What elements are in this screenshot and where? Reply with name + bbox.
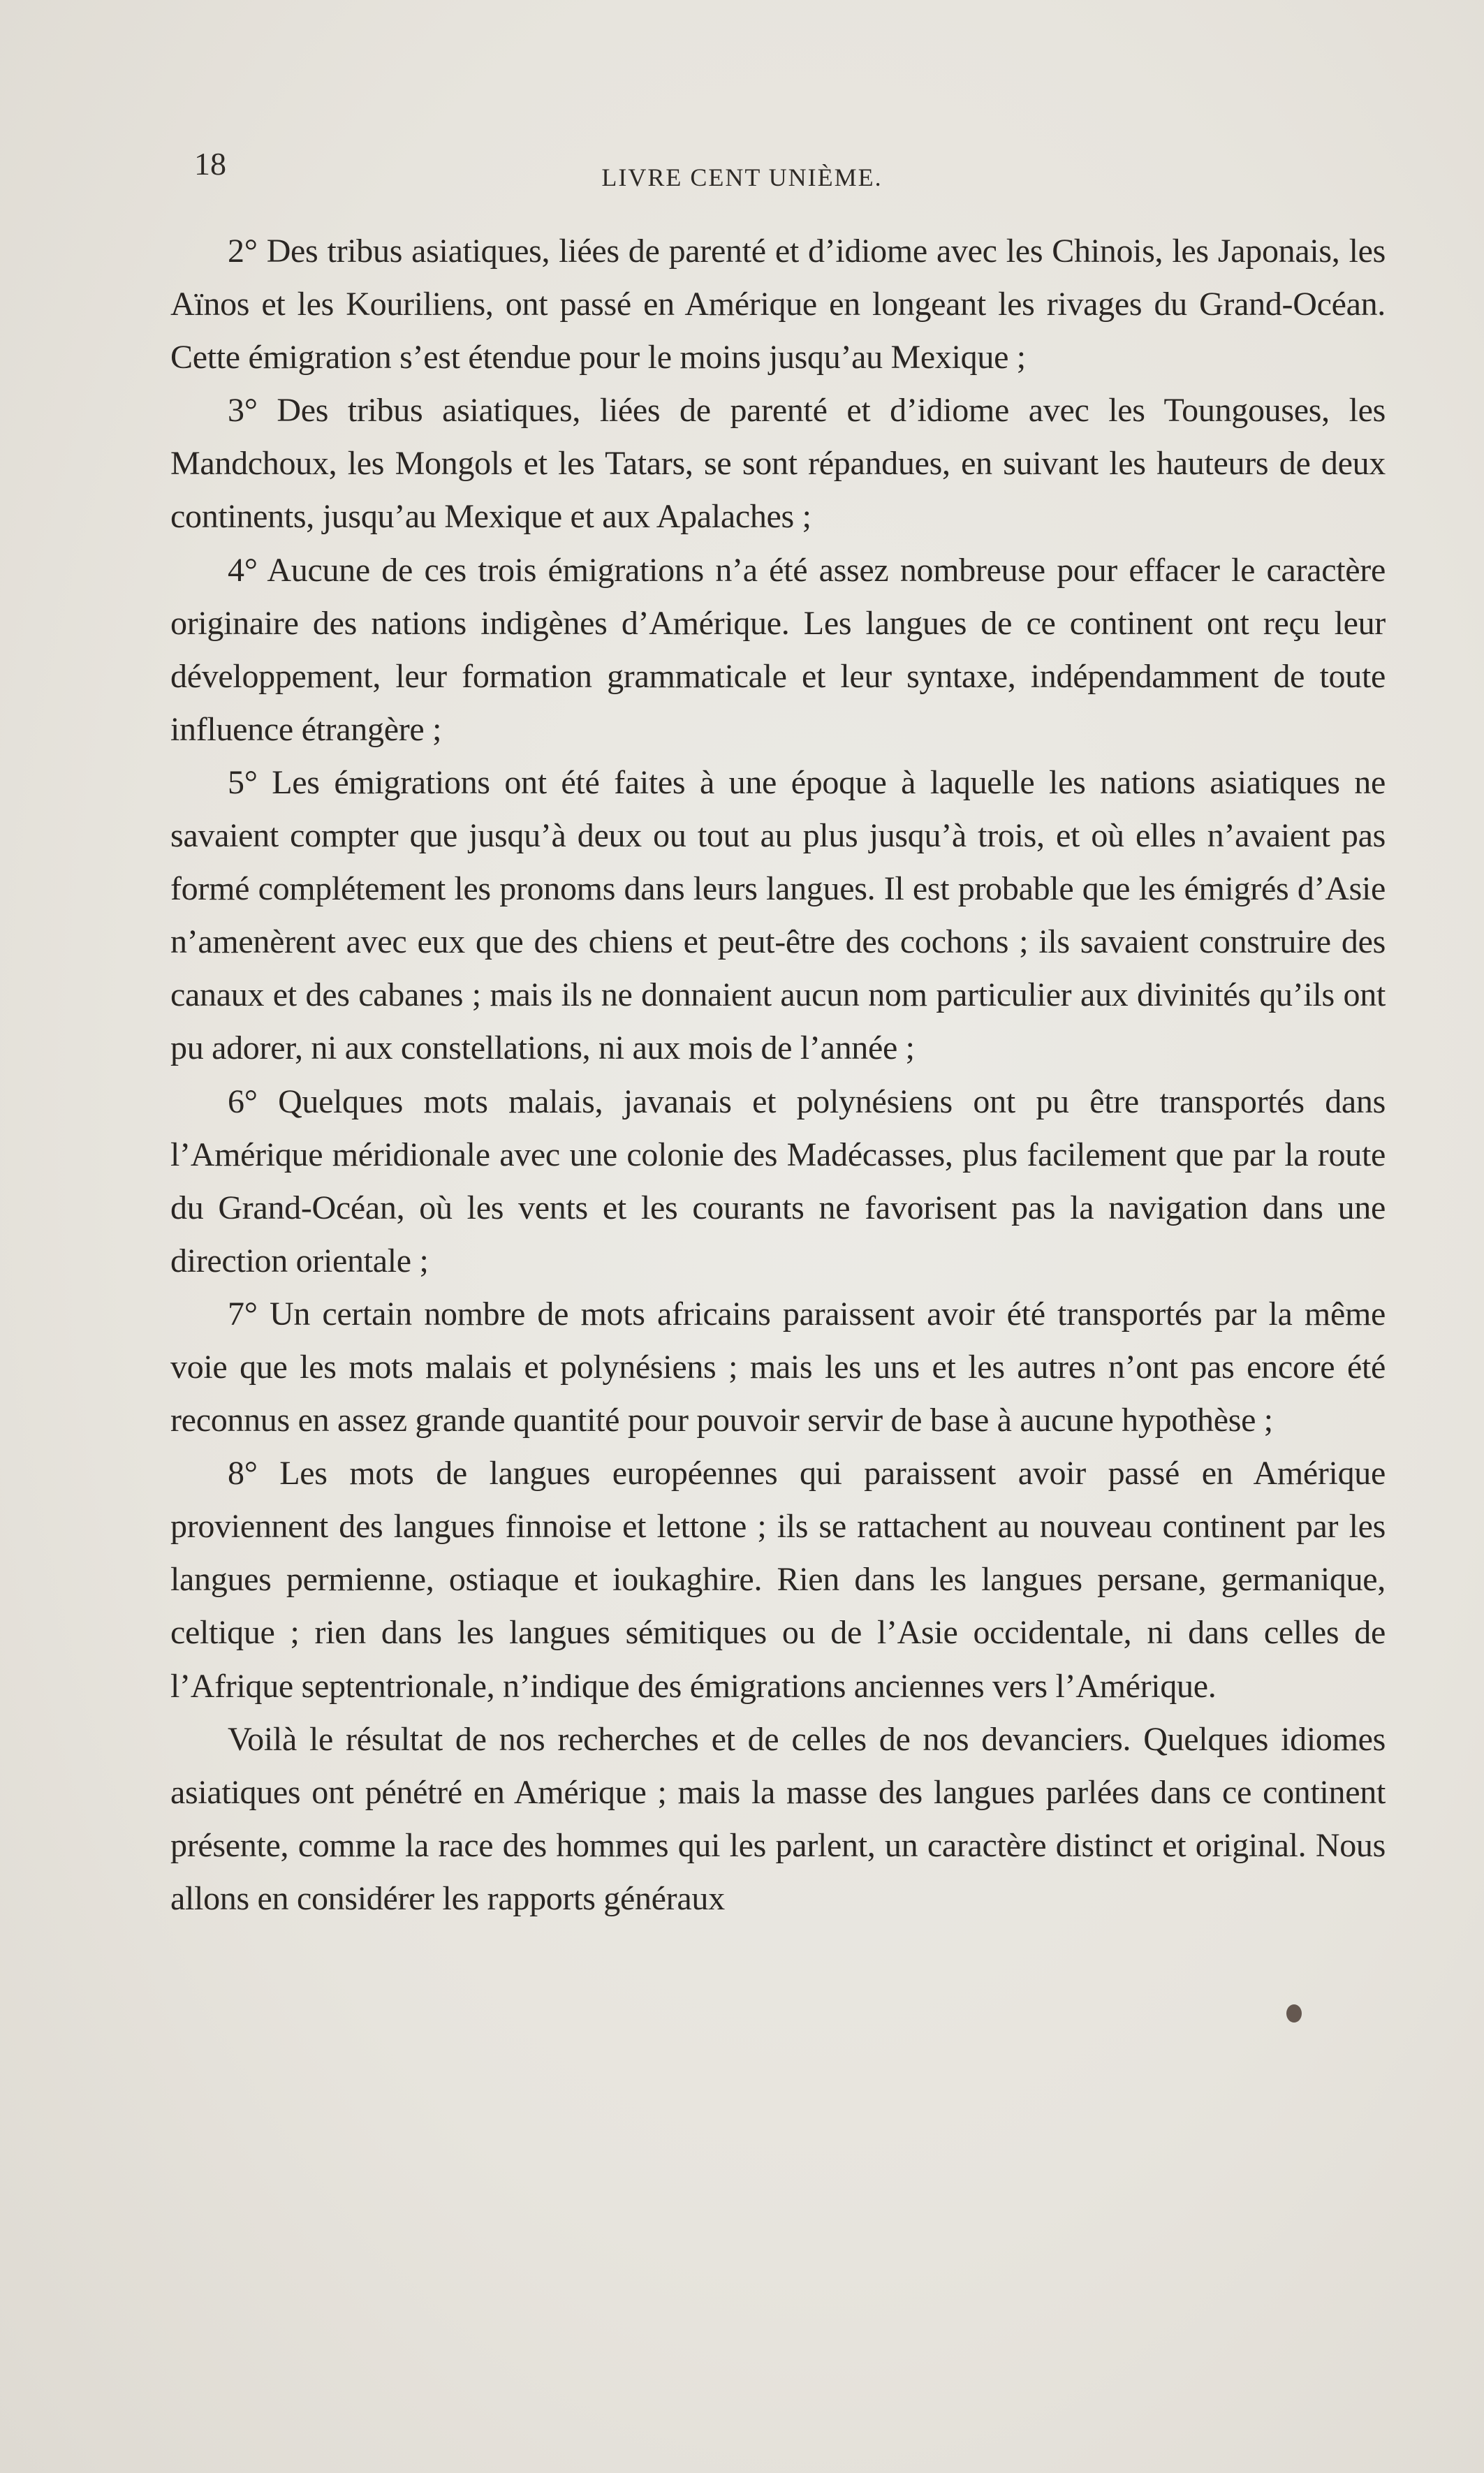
paragraph-conclusion: Voilà le résultat de nos recherches et de celles de nos devanciers. Quelques idiomes asiatiques ont pénétré en Amérique ; mais la masse des langues parlées dans ce continent présente, comme la race des hommes qui les parlent, un caractère distinct et original. Nous allons en considérer les rapports généraux <box>170 1720 1386 1917</box>
running-title: LIVRE CENT UNIÈME. <box>601 163 883 191</box>
paragraph-3: 3° Des tribus asiatiques, liées de parenté et d’idiome avec les Toungouses, les Mandchoux, les Mongols et les Tatars, se sont répandues, en suivant les hauteurs de deux continents, jusqu’au Mexique et aux Apalaches ; <box>170 392 1386 536</box>
paragraph-7: 7° Un certain nombre de mots africains paraissent avoir été transportés par la même voie que les mots malais et polynésiens ; mais les uns et les autres n’ont pas encore été reconnus en assez grande quantité pour pouvoir servir de base à aucune hypothèse ; <box>170 1295 1386 1439</box>
paragraph-6: 6° Quelques mots malais, javanais et polynésiens ont pu être transportés dans l’Amérique méridionale avec une colonie des Madécasses, plus facilement que par la route du Grand-Océan, où les vents et les courants ne favorisent pas la navigation dans une direction orientale ; <box>170 1083 1386 1279</box>
paragraph-2: 2° Des tribus asiatiques, liées de parenté et d’idiome avec les Chinois, les Japonais, les Aïnos et les Kouriliens, ont passé en Amérique en longeant les rivages du Grand-Océan. Cette émigration s’est étendue pour le moins jusqu’au Mexique ; <box>170 233 1386 376</box>
paragraph-8: 8° Les mots de langues européennes qui paraissent avoir passé en Amérique proviennent des langues finnoise et lettone ; ils se rattachent au nouveau continent par les langues permienne, ostiaque et ioukaghire. Rien dans les langues persane, germanique, celtique ; rien dans les langues sémitiques ou de l’Asie occidentale, ni dans celles de l’Afrique septentrionale, n’indique des émigrations anciennes vers l’Amérique. <box>170 1455 1386 1705</box>
paragraph-4: 4° Aucune de ces trois émigrations n’a été assez nombreuse pour effacer le caractère originaire des nations indigènes d’Amérique. Les langues de ce continent ont reçu leur développement, leur formation grammaticale et leur syntaxe, indépendamment de toute influence étrangère ; <box>170 551 1386 748</box>
body-text <box>170 225 1386 1925</box>
paragraph-5: 5° Les émigrations ont été faites à une époque à laquelle les nations asiatiques ne savaient compter que jusqu’à deux ou tout au plus jusqu’à trois, et où elles n’avaient pas formé complétement les pronoms dans leurs langues. Il est probable que les émigrés d’Asie n’amenèrent avec eux que des chiens et peut-être des cochons ; ils savaient construire des canaux et des cabanes ; mais ils ne donnaient aucun nom particulier aux divinités qu’ils ont pu adorer, ni aux constellations, ni aux mois de l’année ; <box>170 763 1386 1067</box>
page-number: 18 <box>194 146 226 182</box>
ink-stain <box>1286 2004 1302 2023</box>
